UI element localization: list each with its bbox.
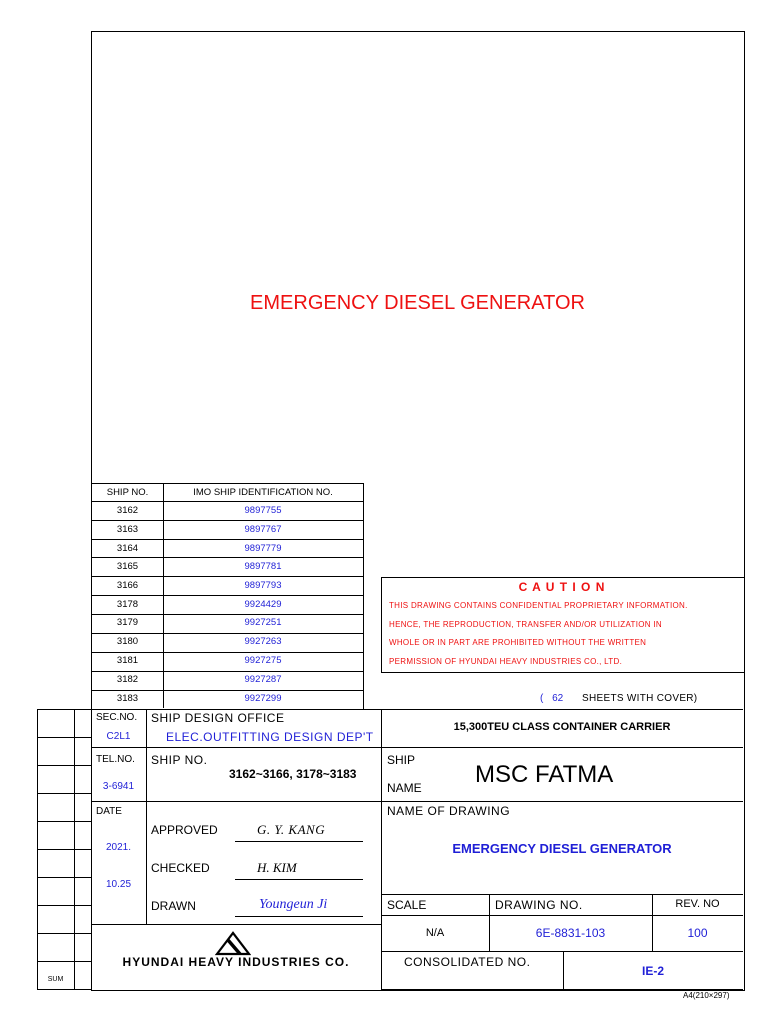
- table-header-ship-no: SHIP NO.: [106, 487, 149, 498]
- drawing-no-label: DRAWING NO.: [495, 898, 583, 912]
- imo-cell: 9897781: [244, 561, 282, 572]
- imo-cell: 9927263: [244, 636, 282, 647]
- imo-cell: 9927275: [244, 655, 282, 666]
- imo-cell: 9897793: [244, 580, 282, 591]
- vessel-class: 15,300TEU CLASS CONTAINER CARRIER: [453, 721, 671, 733]
- imo-cell: 9924429: [244, 599, 282, 610]
- ship-no-cell: 3178: [116, 599, 139, 610]
- table-header-imo: IMO SHIP IDENTIFICATION NO.: [193, 487, 333, 498]
- drawing-no-value: 6E-8831-103: [535, 926, 606, 940]
- tel-no-label: TEL.NO.: [96, 754, 135, 765]
- rev-no-label: REV. NO: [675, 898, 720, 910]
- company-name: HYUNDAI HEAVY INDUSTRIES CO.: [122, 955, 350, 969]
- rev-no-value: 100: [687, 926, 708, 940]
- ship-no-cell: 3180: [116, 636, 139, 647]
- caution-line: THIS DRAWING CONTAINS CONFIDENTIAL PROPRIETARY INFORMATION.: [389, 601, 688, 610]
- approved-label: APPROVED: [151, 823, 218, 837]
- sheets-label: SHEETS WITH COVER): [582, 693, 698, 704]
- checked-signature: H. KIM: [257, 860, 297, 875]
- ship-no-label: SHIP NO.: [151, 753, 208, 767]
- imo-cell: 9927251: [244, 617, 282, 628]
- ship-name-label: NAME: [387, 781, 422, 795]
- imo-cell: 9927287: [244, 674, 282, 685]
- ship-label: SHIP: [387, 753, 416, 767]
- office-label: SHIP DESIGN OFFICE: [151, 711, 285, 725]
- tel-no-value: 3-6941: [102, 781, 135, 792]
- ship-no-cell: 3179: [116, 617, 139, 628]
- date-label: DATE: [96, 806, 122, 817]
- date-month-day: 10.25: [105, 879, 132, 890]
- consolidated-label: CONSOLIDATED NO.: [404, 955, 531, 969]
- ship-no-cell: 3183: [116, 693, 139, 704]
- caution-title: C A U T I O N: [518, 580, 606, 594]
- sheets-open-paren: (: [540, 693, 544, 704]
- ship-no-cell: 3164: [116, 543, 139, 554]
- ship-no-cell: 3181: [116, 655, 139, 666]
- sec-no-value: C2L1: [106, 731, 131, 742]
- caution-line: PERMISSION OF HYUNDAI HEAVY INDUSTRIES CO., LTD.: [389, 657, 623, 666]
- caution-line: HENCE, THE REPRODUCTION, TRANSFER AND/OR UTILIZATION IN: [389, 620, 662, 629]
- ship-name: MSC FATMA: [475, 761, 614, 788]
- imo-cell: 9897779: [244, 543, 282, 554]
- sec-no-label: SEC.NO.: [96, 712, 138, 723]
- sheets-count: [540, 693, 740, 704]
- paper-size: A4(210×297): [683, 991, 730, 1000]
- ship-no-cell: 3182: [116, 674, 139, 685]
- imo-cell: 9927299: [244, 693, 282, 704]
- hhi-logo-icon: [215, 930, 251, 956]
- caution-line: WHOLE OR IN PART ARE PROHIBITED WITHOUT THE WRITTEN: [389, 638, 647, 647]
- date-year: 2021.: [105, 842, 132, 853]
- drawn-label: DRAWN: [151, 899, 196, 913]
- checked-label: CHECKED: [151, 861, 210, 875]
- dept-name: ELEC.OUTFITTING DESIGN DEP'T: [166, 730, 374, 744]
- name-of-drawing: EMERGENCY DIESEL GENERATOR: [452, 841, 672, 856]
- drawing-main-title: EMERGENCY DIESEL GENERATOR: [250, 292, 585, 314]
- ship-no-cell: 3163: [116, 524, 139, 535]
- consolidated-value: IE-2: [641, 964, 664, 978]
- sum-label: SUM: [47, 976, 64, 983]
- scale-label: SCALE: [387, 898, 427, 912]
- scale-value: N/A: [425, 927, 445, 939]
- sheets-number: 62: [552, 693, 564, 704]
- ship-no-values: 3162~3166, 3178~3183: [229, 767, 357, 781]
- imo-cell: 9897767: [244, 524, 282, 535]
- ship-no-cell: 3166: [116, 580, 139, 591]
- ship-no-cell: 3162: [116, 505, 139, 516]
- ship-no-cell: 3165: [116, 561, 139, 572]
- name-of-drawing-label: NAME OF DRAWING: [387, 804, 511, 818]
- imo-cell: 9897755: [244, 505, 282, 516]
- approved-signature: G. Y. KANG: [257, 822, 326, 837]
- drawn-signature: Youngeun Ji: [259, 897, 328, 912]
